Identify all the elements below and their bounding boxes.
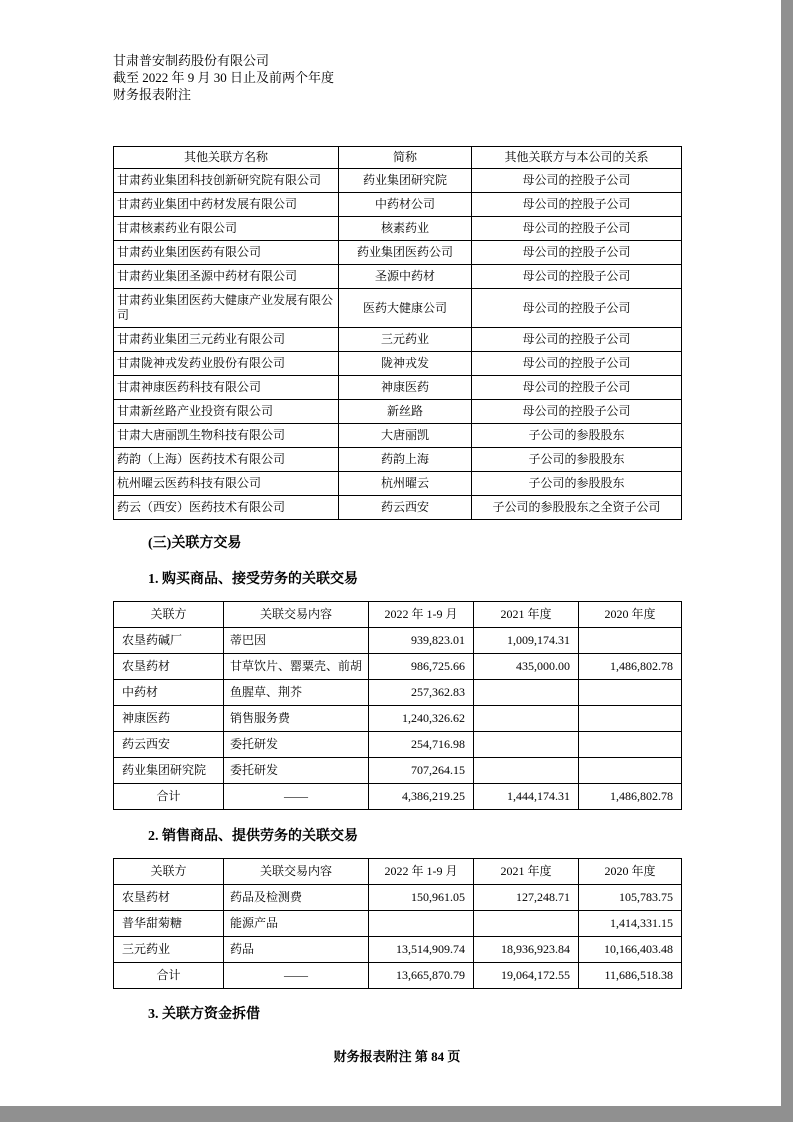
column-header-2021: 2021 年度 — [474, 602, 579, 628]
column-header-related-party: 关联方 — [114, 602, 224, 628]
table-row — [114, 328, 682, 352]
table-cell: 核素药业 — [339, 217, 472, 241]
table-cell — [474, 706, 579, 732]
table-cell: 子公司的参股股东 — [472, 472, 682, 496]
table-cell: 药业集团研究院 — [114, 758, 224, 784]
table-cell: 药云（西安）医药技术有限公司 — [114, 496, 339, 520]
column-header-2020: 2020 年度 — [579, 859, 682, 885]
table-cell — [369, 911, 474, 937]
table-row — [114, 448, 682, 472]
table-cell: 甘肃核素药业有限公司 — [114, 217, 339, 241]
column-header-transaction-content: 关联交易内容 — [224, 859, 369, 885]
table-cell: —— — [224, 963, 369, 989]
table-cell: 甘肃新丝路产业投资有限公司 — [114, 400, 339, 424]
table-row — [114, 217, 682, 241]
table-cell: 甘肃陇神戎发药业股份有限公司 — [114, 352, 339, 376]
table-row — [114, 706, 682, 732]
table-cell: 母公司的控股子公司 — [472, 169, 682, 193]
subsection-heading-fund-lending: 3. 关联方资金拆借 — [148, 1007, 260, 1022]
table-cell: 母公司的控股子公司 — [472, 400, 682, 424]
table-row — [114, 963, 682, 989]
table-cell: 甘肃神康医药科技有限公司 — [114, 376, 339, 400]
table-cell: 13,665,870.79 — [369, 963, 474, 989]
sales-table-body — [114, 885, 682, 989]
table-row — [114, 352, 682, 376]
column-header-short-name: 简称 — [339, 147, 472, 169]
table-cell: 委托研发 — [224, 758, 369, 784]
table-row — [114, 758, 682, 784]
table-row — [114, 289, 682, 328]
sales-transactions-table — [113, 858, 682, 989]
document-title: 财务报表附注 — [113, 87, 192, 102]
table-cell: 986,725.66 — [369, 654, 474, 680]
table-row — [114, 400, 682, 424]
table-cell: 新丝路 — [339, 400, 472, 424]
subsection-heading-sales-transactions: 2. 销售商品、提供劳务的关联交易 — [148, 829, 358, 844]
table-cell: 陇神戎发 — [339, 352, 472, 376]
table-cell: 甘肃药业集团中药材发展有限公司 — [114, 193, 339, 217]
table-cell: 母公司的控股子公司 — [472, 217, 682, 241]
table-cell — [474, 911, 579, 937]
purchase-table-body — [114, 628, 682, 810]
purchase-transactions-table — [113, 601, 682, 810]
table-cell — [579, 732, 682, 758]
table-cell: 子公司的参股股东之全资子公司 — [472, 496, 682, 520]
document-header — [113, 52, 681, 103]
table-cell: 甘肃药业集团三元药业有限公司 — [114, 328, 339, 352]
table-cell: 合计 — [114, 963, 224, 989]
table-row — [114, 496, 682, 520]
column-header-related-party: 关联方 — [114, 859, 224, 885]
table-cell: 1,486,802.78 — [579, 654, 682, 680]
table-cell: 甘肃药业集团圣源中药材有限公司 — [114, 265, 339, 289]
table-row — [114, 241, 682, 265]
column-header-party-name: 其他关联方名称 — [114, 147, 339, 169]
table-cell: 药云西安 — [339, 496, 472, 520]
table-cell: 药韵上海 — [339, 448, 472, 472]
table-cell: 甘肃药业集团医药有限公司 — [114, 241, 339, 265]
table-row — [114, 628, 682, 654]
table-header-row — [114, 147, 682, 169]
column-header-transaction-content: 关联交易内容 — [224, 602, 369, 628]
table-cell: 1,414,331.15 — [579, 911, 682, 937]
table-row — [114, 472, 682, 496]
table-cell: 大唐丽凯 — [339, 424, 472, 448]
table-cell: 中药材公司 — [339, 193, 472, 217]
company-name: 甘肃普安制药股份有限公司 — [113, 53, 270, 68]
table-cell: 医药大健康公司 — [339, 289, 472, 328]
table-cell — [474, 758, 579, 784]
table-cell: 普华甜菊糖 — [114, 911, 224, 937]
table-cell — [579, 680, 682, 706]
table-cell: 药韵（上海）医药技术有限公司 — [114, 448, 339, 472]
table-cell: 农垦药材 — [114, 885, 224, 911]
subsection-heading-purchase-transactions: 1. 购买商品、接受劳务的关联交易 — [148, 572, 358, 587]
table-cell: 神康医药 — [114, 706, 224, 732]
table-cell: 能源产品 — [224, 911, 369, 937]
table-cell: 母公司的控股子公司 — [472, 328, 682, 352]
section-heading-related-party-transactions: (三)关联方交易 — [148, 536, 242, 551]
table-cell: 母公司的控股子公司 — [472, 265, 682, 289]
table-row — [114, 654, 682, 680]
table-cell — [474, 732, 579, 758]
table-cell: 圣源中药材 — [339, 265, 472, 289]
table-cell: 母公司的控股子公司 — [472, 376, 682, 400]
table-cell: 母公司的控股子公司 — [472, 193, 682, 217]
table-cell: —— — [224, 784, 369, 810]
table-row — [114, 680, 682, 706]
table-cell: 农垦药材 — [114, 654, 224, 680]
table-cell: 127,248.71 — [474, 885, 579, 911]
table-cell: 435,000.00 — [474, 654, 579, 680]
table-row — [114, 937, 682, 963]
table-cell: 药业集团医药公司 — [339, 241, 472, 265]
page-footer: 财务报表附注 第 84 页 — [333, 1049, 461, 1064]
table-cell: 10,166,403.48 — [579, 937, 682, 963]
column-header-2022: 2022 年 1-9 月 — [369, 602, 474, 628]
column-header-2020: 2020 年度 — [579, 602, 682, 628]
table-header-row — [114, 602, 682, 628]
table-cell: 150,961.05 — [369, 885, 474, 911]
table-cell: 1,444,174.31 — [474, 784, 579, 810]
table-cell: 甘肃药业集团科技创新研究院有限公司 — [114, 169, 339, 193]
table-cell: 707,264.15 — [369, 758, 474, 784]
table-cell: 13,514,909.74 — [369, 937, 474, 963]
table-header-row — [114, 859, 682, 885]
table-cell: 甘草饮片、罂粟壳、前胡 — [224, 654, 369, 680]
table-cell: 939,823.01 — [369, 628, 474, 654]
table-cell: 蒂巴因 — [224, 628, 369, 654]
table-cell — [579, 628, 682, 654]
table-cell: 母公司的控股子公司 — [472, 289, 682, 328]
table-cell: 销售服务费 — [224, 706, 369, 732]
column-header-relationship: 其他关联方与本公司的关系 — [472, 147, 682, 169]
table-cell: 药云西安 — [114, 732, 224, 758]
table-cell: 母公司的控股子公司 — [472, 352, 682, 376]
related-parties-table-body — [114, 169, 682, 520]
table-row — [114, 376, 682, 400]
table-cell: 1,009,174.31 — [474, 628, 579, 654]
table-row — [114, 265, 682, 289]
table-cell: 257,362.83 — [369, 680, 474, 706]
table-cell: 药业集团研究院 — [339, 169, 472, 193]
table-cell: 1,240,326.62 — [369, 706, 474, 732]
table-row — [114, 911, 682, 937]
table-row — [114, 732, 682, 758]
report-period: 截至 2022 年 9 月 30 日止及前两个年度 — [113, 70, 335, 85]
table-cell: 杭州曜云 — [339, 472, 472, 496]
table-cell: 杭州曜云医药科技有限公司 — [114, 472, 339, 496]
table-cell: 合计 — [114, 784, 224, 810]
table-row — [114, 885, 682, 911]
table-row — [114, 424, 682, 448]
column-header-2022: 2022 年 1-9 月 — [369, 859, 474, 885]
table-cell: 105,783.75 — [579, 885, 682, 911]
table-cell — [474, 680, 579, 706]
table-cell: 三元药业 — [114, 937, 224, 963]
table-cell: 254,716.98 — [369, 732, 474, 758]
column-header-2021: 2021 年度 — [474, 859, 579, 885]
table-row — [114, 784, 682, 810]
table-cell — [579, 758, 682, 784]
table-cell: 农垦药碱厂 — [114, 628, 224, 654]
table-cell: 三元药业 — [339, 328, 472, 352]
table-cell: 委托研发 — [224, 732, 369, 758]
table-row — [114, 193, 682, 217]
table-cell: 1,486,802.78 — [579, 784, 682, 810]
table-cell: 4,386,219.25 — [369, 784, 474, 810]
table-cell: 子公司的参股股东 — [472, 424, 682, 448]
table-row — [114, 169, 682, 193]
table-cell — [579, 706, 682, 732]
table-cell: 18,936,923.84 — [474, 937, 579, 963]
table-cell: 神康医药 — [339, 376, 472, 400]
table-cell: 母公司的控股子公司 — [472, 241, 682, 265]
table-cell: 甘肃药业集团医药大健康产业发展有限公司 — [114, 289, 339, 328]
table-cell: 11,686,518.38 — [579, 963, 682, 989]
table-cell: 药品及检测费 — [224, 885, 369, 911]
table-cell: 19,064,172.55 — [474, 963, 579, 989]
table-cell: 中药材 — [114, 680, 224, 706]
table-cell: 子公司的参股股东 — [472, 448, 682, 472]
table-cell: 甘肃大唐丽凯生物科技有限公司 — [114, 424, 339, 448]
table-cell: 鱼腥草、荆芥 — [224, 680, 369, 706]
table-cell: 药品 — [224, 937, 369, 963]
related-parties-table — [113, 146, 682, 520]
